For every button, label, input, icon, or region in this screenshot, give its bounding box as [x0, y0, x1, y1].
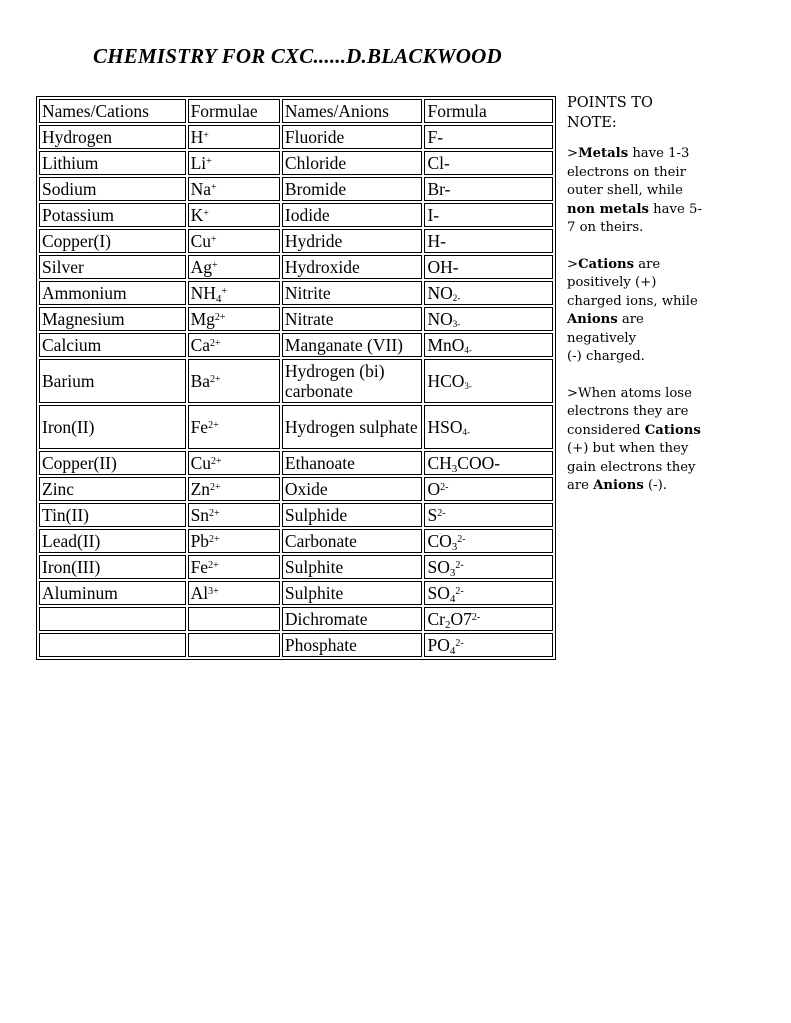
charge-subscript: 4- — [464, 345, 472, 355]
formula-text: COO- — [457, 453, 501, 473]
cation-name-cell: Lead(II) — [39, 529, 186, 553]
anion-formula-cell — [424, 255, 553, 279]
anion-name-cell: Hydride — [282, 229, 423, 253]
anion-name-cell: Phosphate — [282, 633, 423, 657]
note-text: (-) charged. — [567, 349, 645, 364]
formula-text: CO — [427, 531, 452, 551]
cation-formula-cell — [188, 255, 280, 279]
formula-text: NO — [427, 283, 453, 303]
anion-formula-cell — [424, 503, 553, 527]
anion-name-cell: Nitrate — [282, 307, 423, 331]
table-row — [39, 633, 553, 657]
formula-text: F- — [427, 127, 444, 147]
charge-superscript: 2+ — [210, 482, 221, 493]
anion-name-cell: Ethanoate — [282, 451, 423, 475]
formula-text: K — [190, 205, 204, 225]
table-row — [39, 255, 553, 279]
anion-formula-cell — [424, 581, 553, 605]
formula-text: H- — [427, 231, 446, 251]
formula-text: Br- — [427, 179, 451, 199]
index-subscript: 4 — [215, 293, 222, 305]
cation-name-cell — [39, 633, 186, 657]
anion-formula-cell — [424, 151, 553, 175]
formula-text: Fe — [190, 557, 209, 577]
cation-name-cell: Aluminum — [39, 581, 186, 605]
anion-formula-cell — [424, 229, 553, 253]
charge-superscript: + — [211, 234, 217, 245]
formula-text: Cu — [190, 453, 211, 473]
anion-name-cell: Hydrogen sulphate — [282, 405, 423, 449]
charge-superscript: 2- — [440, 482, 449, 493]
anion-name-cell: Carbonate — [282, 529, 423, 553]
notes-heading: POINTS TO NOTE: — [567, 95, 653, 131]
cation-formula-cell — [188, 405, 280, 449]
formula-text: NO — [427, 309, 453, 329]
formula-text: S — [427, 505, 438, 525]
table-row — [39, 359, 553, 403]
charge-superscript: 3+ — [208, 586, 219, 597]
table-row — [39, 281, 553, 305]
note-text: (+) but when they gain electrons they are — [567, 441, 696, 493]
note-bold-term: Cations — [578, 256, 635, 272]
formula-text: OH- — [427, 257, 459, 277]
cation-formula-cell — [188, 281, 280, 305]
note-text: have 5-7 on theirs. — [567, 201, 702, 235]
anion-name-cell: Sulphide — [282, 503, 423, 527]
anion-formula-cell — [424, 333, 553, 357]
table-row — [39, 229, 553, 253]
anion-name-cell: Sulphite — [282, 555, 423, 579]
cation-formula-cell — [188, 333, 280, 357]
charge-subscript: 3- — [452, 319, 461, 329]
charge-superscript: 2+ — [214, 312, 226, 323]
charge-subscript: 3- — [464, 381, 472, 391]
anion-name-cell: Hydrogen (bi) carbonate — [282, 359, 423, 403]
ions-table-body — [39, 99, 553, 657]
note-text: (-). — [643, 478, 667, 493]
anion-formula-cell — [424, 555, 553, 579]
index-subscript: 3 — [451, 463, 458, 475]
charge-superscript: 2- — [457, 534, 466, 545]
index-subscript: 4 — [449, 593, 456, 605]
anion-formula-cell — [424, 451, 553, 475]
charge-superscript: 2+ — [208, 560, 219, 571]
charge-superscript: 2+ — [208, 420, 219, 431]
index-subscript: 2 — [444, 619, 451, 631]
anion-formula-cell — [424, 307, 553, 331]
index-subscript: 4 — [449, 645, 456, 657]
formula-text: PO — [427, 635, 450, 655]
anion-formula-cell — [424, 405, 553, 449]
anion-name-cell: Oxide — [282, 477, 423, 501]
charge-superscript: 2- — [471, 612, 481, 623]
cation-name-cell: Iron(II) — [39, 405, 186, 449]
table-row — [39, 529, 553, 553]
formula-text: Sn — [190, 505, 210, 525]
cation-formula-cell — [188, 503, 280, 527]
index-subscript: 3 — [449, 567, 456, 579]
formula-text: NH — [190, 283, 216, 303]
formula-text: Cu — [190, 231, 211, 251]
anion-name-cell: Hydroxide — [282, 255, 423, 279]
charge-superscript: + — [203, 130, 209, 141]
charge-superscript: + — [211, 260, 218, 271]
cation-name-cell: Silver — [39, 255, 186, 279]
charge-superscript: 2- — [455, 560, 464, 571]
anion-formula-cell — [424, 359, 553, 403]
table-row — [39, 503, 553, 527]
formula-text: Pb — [190, 531, 210, 551]
note-paragraph — [567, 385, 707, 496]
anion-formula-cell — [424, 177, 553, 201]
cation-name-cell — [39, 607, 186, 631]
cation-name-cell: Magnesium — [39, 307, 186, 331]
anion-formula-cell — [424, 203, 553, 227]
note-bold-term: non metals — [567, 201, 649, 217]
formula-text: HCO — [427, 371, 465, 391]
note-bold-term: Anions — [593, 478, 644, 493]
cation-name-cell: Lithium — [39, 151, 186, 175]
table-row — [39, 405, 553, 449]
formula-text: CH — [427, 453, 452, 473]
formula-text: Cl- — [427, 153, 450, 173]
cation-name-cell: Tin(II) — [39, 503, 186, 527]
formula-text: Li — [190, 153, 207, 173]
formula-text: O — [427, 479, 441, 499]
header-names-cations: Names/Cations — [39, 99, 186, 123]
note-bold-term: Anions — [567, 312, 618, 327]
charge-superscript: 2+ — [210, 338, 221, 349]
cation-name-cell: Iron(III) — [39, 555, 186, 579]
note-paragraph — [567, 145, 707, 238]
anion-name-cell: Chloride — [282, 151, 423, 175]
cation-name-cell: Potassium — [39, 203, 186, 227]
table-row — [39, 203, 553, 227]
charge-subscript: 4- — [462, 427, 470, 437]
formula-text: Na — [190, 179, 211, 199]
anion-formula-cell — [424, 607, 553, 631]
cation-formula-cell — [188, 477, 280, 501]
note-text: are positively (+) charged ions, while — [567, 256, 698, 309]
note-paragraph — [567, 256, 707, 367]
charge-superscript: 2+ — [210, 374, 221, 385]
formula-text: MnO — [427, 335, 465, 355]
cation-name-cell: Sodium — [39, 177, 186, 201]
anion-name-cell: Iodide — [282, 203, 423, 227]
note-text: have 1-3 electrons on their outer shell, while — [567, 146, 690, 198]
note-bold-term: Cations — [644, 422, 701, 438]
table-row — [39, 607, 553, 631]
formula-text: Cr — [427, 609, 445, 629]
index-subscript: 3 — [451, 541, 458, 553]
table-row — [39, 125, 553, 149]
formula-text: Ba — [190, 371, 211, 391]
cation-name-cell: Ammonium — [39, 281, 186, 305]
formula-text: Ca — [190, 335, 211, 355]
formula-text: H — [190, 127, 204, 147]
table-row — [39, 477, 553, 501]
notes-body — [567, 145, 707, 496]
anion-name-cell: Bromide — [282, 177, 423, 201]
anion-name-cell: Fluoride — [282, 125, 423, 149]
table-row — [39, 177, 553, 201]
cation-formula-cell — [188, 151, 280, 175]
note-bold-term: Metals — [578, 146, 629, 161]
cation-formula-cell — [188, 581, 280, 605]
cation-formula-cell — [188, 633, 280, 657]
cation-formula-cell — [188, 125, 280, 149]
anion-formula-cell — [424, 125, 553, 149]
note-text: are negatively — [567, 312, 644, 346]
cation-formula-cell — [188, 177, 280, 201]
charge-superscript: + — [210, 182, 217, 193]
page-title: CHEMISTRY FOR CXC......D.BLACKWOOD — [93, 44, 502, 68]
cation-name-cell: Barium — [39, 359, 186, 403]
table-header-row — [39, 99, 553, 123]
anion-name-cell: Sulphite — [282, 581, 423, 605]
header-formulae: Formulae — [188, 99, 280, 123]
note-text: >When atoms lose electrons they are considered — [567, 385, 692, 438]
cation-name-cell: Calcium — [39, 333, 186, 357]
cation-formula-cell — [188, 555, 280, 579]
anion-formula-cell — [424, 281, 553, 305]
header-formula: Formula — [424, 99, 553, 123]
charge-superscript: 2- — [455, 638, 464, 649]
table-row — [39, 555, 553, 579]
charge-superscript: 2- — [455, 586, 464, 597]
charge-superscript: 2+ — [209, 508, 220, 519]
anion-name-cell: Dichromate — [282, 607, 423, 631]
anion-formula-cell — [424, 477, 553, 501]
charge-superscript: + — [206, 156, 212, 167]
formula-text: Fe — [190, 417, 209, 437]
charge-superscript: + — [221, 286, 227, 297]
formula-text: HSO — [427, 417, 463, 437]
cation-name-cell: Zinc — [39, 477, 186, 501]
note-text: > — [567, 146, 579, 161]
anion-formula-cell — [424, 633, 553, 657]
table-row — [39, 307, 553, 331]
cation-formula-cell — [188, 607, 280, 631]
anion-name-cell: Nitrite — [282, 281, 423, 305]
charge-superscript: 2- — [437, 508, 446, 519]
cation-name-cell: Copper(I) — [39, 229, 186, 253]
formula-text: Zn — [190, 479, 211, 499]
cation-name-cell: Hydrogen — [39, 125, 186, 149]
formula-text: Mg — [190, 309, 215, 329]
formula-text: O7 — [450, 609, 472, 629]
cation-formula-cell — [188, 451, 280, 475]
ions-table — [36, 96, 556, 660]
points-to-note — [567, 93, 707, 514]
charge-superscript: + — [203, 208, 209, 219]
table-row — [39, 151, 553, 175]
cation-formula-cell — [188, 529, 280, 553]
formula-text: SO — [427, 557, 450, 577]
formula-text: Al — [190, 583, 209, 603]
charge-superscript: 2+ — [209, 534, 220, 545]
table-row — [39, 333, 553, 357]
header-names-anions: Names/Anions — [282, 99, 423, 123]
formula-text: I- — [427, 205, 440, 225]
cation-name-cell: Copper(II) — [39, 451, 186, 475]
cation-formula-cell — [188, 229, 280, 253]
anion-formula-cell — [424, 529, 553, 553]
table-row — [39, 581, 553, 605]
note-text: > — [567, 256, 579, 272]
formula-text: SO — [427, 583, 450, 603]
charge-superscript: 2+ — [211, 456, 222, 467]
formula-text: Ag — [190, 257, 212, 277]
cation-formula-cell — [188, 307, 280, 331]
cation-formula-cell — [188, 359, 280, 403]
charge-subscript: 2- — [452, 293, 461, 303]
table-row — [39, 451, 553, 475]
anion-name-cell: Manganate (VII) — [282, 333, 423, 357]
cation-formula-cell — [188, 203, 280, 227]
